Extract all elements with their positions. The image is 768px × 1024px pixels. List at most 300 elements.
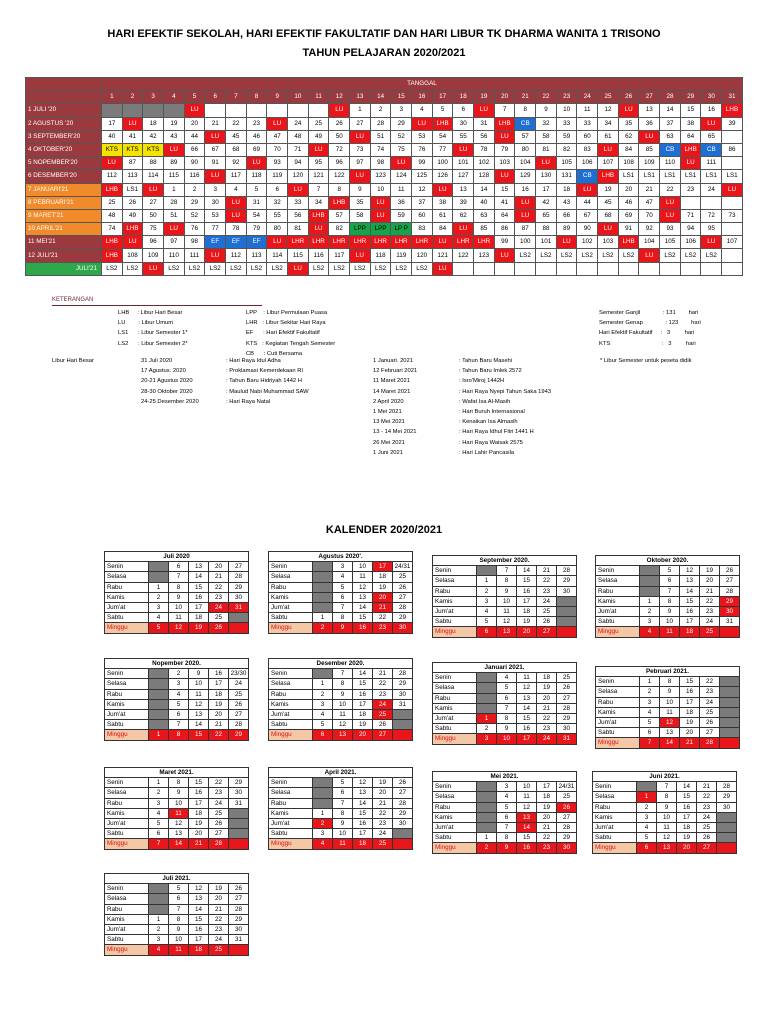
date-cell: 18 (353, 709, 373, 719)
date-cell: 12 (497, 617, 517, 627)
date-cell: 11 (169, 613, 189, 623)
day-cell (308, 104, 329, 117)
day-cell: LS2 (102, 262, 123, 275)
date-cell: 27 (557, 812, 577, 822)
day-name: Sabtu (105, 935, 149, 945)
date-cell: 22 (700, 677, 720, 687)
date-cell (229, 839, 249, 849)
day-cell: 23 (680, 183, 701, 196)
day-cell: 4 (226, 183, 247, 196)
day-cell: LU (515, 196, 536, 209)
date-cell: 11 (169, 945, 189, 955)
date-cell: 17 (373, 562, 393, 572)
day-cell: 120 (288, 170, 309, 183)
day-name: Minggu (593, 843, 637, 853)
month-row (26, 157, 743, 170)
date-cell: 21 (680, 738, 700, 748)
day-cell: 9 (536, 104, 557, 117)
date-cell: 29 (229, 582, 249, 592)
day-cell: 114 (143, 170, 164, 183)
day-cell: LU (536, 157, 557, 170)
date-cell (720, 677, 740, 687)
day-cell: 92 (639, 223, 660, 236)
date-cell: 13 (189, 709, 209, 719)
day-cell: 43 (164, 130, 185, 143)
date-cell: 13 (517, 693, 537, 703)
month-row (26, 262, 743, 275)
date-cell: 8 (169, 914, 189, 924)
day-cell: 95 (701, 223, 722, 236)
day-name: Selasa (105, 788, 149, 798)
date-cell: 18 (680, 707, 700, 717)
day-cell: 115 (288, 249, 309, 262)
date-cell: 21 (537, 822, 557, 832)
day-header: 8 (246, 91, 267, 104)
date-cell: 9 (660, 687, 680, 697)
day-cell: 65 (536, 209, 557, 222)
day-header: 19 (474, 91, 495, 104)
date-cell: 10 (353, 562, 373, 572)
date-cell (313, 582, 333, 592)
day-cell: LU (556, 236, 577, 249)
day-name: Senin (105, 778, 149, 788)
day-cell: 64 (680, 130, 701, 143)
day-name: Rabu (105, 689, 149, 699)
date-cell (720, 687, 740, 697)
date-cell: 5 (497, 683, 517, 693)
day-cell: 68 (226, 143, 247, 156)
day-header: 23 (556, 91, 577, 104)
day-cell: LU (350, 249, 371, 262)
day-cell: 5 (432, 104, 453, 117)
date-cell: 5 (660, 566, 680, 576)
date-cell: 23 (700, 687, 720, 697)
date-cell: 27 (720, 576, 740, 586)
day-cell: LU (288, 183, 309, 196)
date-cell: 29 (717, 792, 737, 802)
date-cell: 12 (189, 699, 209, 709)
day-cell: 10 (370, 183, 391, 196)
day-cell: LS2 (226, 262, 247, 275)
date-cell: 18 (189, 808, 209, 818)
date-cell: 4 (497, 792, 517, 802)
day-name: Kamis (269, 808, 313, 818)
day-cell: 69 (246, 143, 267, 156)
date-cell: 8 (657, 792, 677, 802)
month-calendar (104, 767, 249, 850)
date-cell (557, 606, 577, 616)
date-cell: 24 (209, 935, 229, 945)
day-cell: LU (494, 249, 515, 262)
date-cell: 26 (373, 720, 393, 730)
day-cell: 99 (494, 236, 515, 249)
month-calendar (268, 658, 413, 741)
date-cell: 9 (333, 818, 353, 828)
day-cell: EF (246, 236, 267, 249)
day-cell: 130 (536, 170, 557, 183)
day-cell: 42 (536, 196, 557, 209)
date-cell (149, 689, 169, 699)
day-header: 26 (618, 91, 639, 104)
date-cell: 15 (680, 596, 700, 606)
calendar-title: Juli 2021. (105, 874, 249, 884)
day-name: Sabtu (433, 617, 477, 627)
day-cell: 15 (494, 183, 515, 196)
date-cell: 31 (393, 699, 413, 709)
date-cell: 13 (353, 788, 373, 798)
date-cell: 29 (557, 576, 577, 586)
date-cell: 14 (189, 720, 209, 730)
date-cell: 5 (313, 720, 333, 730)
day-cell: LU (122, 117, 143, 130)
day-cell: 94 (288, 157, 309, 170)
date-cell: 3 (149, 935, 169, 945)
month-calendar (104, 551, 249, 634)
day-cell: LU (143, 183, 164, 196)
date-cell: 30 (393, 689, 413, 699)
date-cell: 5 (333, 778, 353, 788)
date-cell (477, 683, 497, 693)
day-cell: 118 (370, 249, 391, 262)
date-cell: 4 (497, 673, 517, 683)
day-cell: 16 (515, 183, 536, 196)
day-cell: 61 (432, 209, 453, 222)
date-cell: 9 (660, 606, 680, 616)
date-cell: 22 (537, 833, 557, 843)
date-cell: 12 (680, 566, 700, 576)
day-cell: 93 (267, 157, 288, 170)
day-cell: 91 (205, 157, 226, 170)
date-cell: 23 (209, 924, 229, 934)
date-cell: 16 (680, 687, 700, 697)
month-calendar (268, 551, 413, 634)
date-cell: 14 (169, 839, 189, 849)
day-name: Kamis (433, 812, 477, 822)
day-cell: 79 (246, 223, 267, 236)
month-name: 5 NOPEMBER'20 (26, 157, 102, 170)
date-cell: 26 (720, 566, 740, 576)
day-cell: 36 (391, 196, 412, 209)
date-cell: 27 (697, 843, 717, 853)
date-cell: 6 (313, 730, 333, 740)
day-cell: 27 (143, 196, 164, 209)
date-cell: 3 (313, 829, 333, 839)
date-cell (149, 699, 169, 709)
date-cell: 31 (557, 734, 577, 744)
month-row (26, 223, 743, 236)
day-cell: 41 (494, 196, 515, 209)
date-cell: 25 (697, 822, 717, 832)
date-cell: 20 (517, 627, 537, 637)
date-cell: 20 (677, 843, 697, 853)
day-cell: 68 (598, 209, 619, 222)
day-cell: LS2 (370, 262, 391, 275)
date-cell: 8 (497, 713, 517, 723)
date-cell: 10 (660, 697, 680, 707)
date-cell: 27 (557, 693, 577, 703)
day-name: Jum'at (105, 602, 149, 612)
day-name: Jum'at (433, 713, 477, 723)
day-header: 30 (701, 91, 722, 104)
date-cell: 17 (680, 617, 700, 627)
day-cell: 110 (164, 249, 185, 262)
day-cell: 25 (102, 196, 123, 209)
date-cell: 14 (189, 904, 209, 914)
day-cell: CB (701, 143, 722, 156)
day-cell: 2 (370, 104, 391, 117)
date-cell: 24 (537, 596, 557, 606)
day-name: Senin (593, 782, 637, 792)
day-header: 15 (391, 91, 412, 104)
day-cell: 56 (288, 209, 309, 222)
day-cell (164, 104, 185, 117)
date-cell: 23 (697, 802, 717, 812)
date-cell: 20 (209, 709, 229, 719)
day-cell (660, 262, 681, 275)
date-cell: 9 (169, 592, 189, 602)
date-cell: 30 (720, 606, 740, 616)
day-cell: LS2 (536, 249, 557, 262)
day-name: Sabtu (269, 613, 313, 623)
date-cell: 21 (373, 602, 393, 612)
date-cell: 17 (189, 935, 209, 945)
date-cell (640, 566, 660, 576)
day-cell: 73 (350, 143, 371, 156)
day-name: Selasa (269, 679, 313, 689)
date-cell (477, 703, 497, 713)
date-cell: 20 (537, 693, 557, 703)
date-cell: 14 (677, 782, 697, 792)
date-cell: 8 (333, 679, 353, 689)
day-name: Kamis (433, 596, 477, 606)
month-calendar (104, 658, 249, 741)
day-cell: LU (226, 209, 247, 222)
day-cell: 113 (122, 170, 143, 183)
day-cell: LPP (370, 223, 391, 236)
day-name: Minggu (269, 623, 313, 633)
day-cell: 58 (536, 130, 557, 143)
day-cell: LS2 (164, 262, 185, 275)
date-cell: 24/31 (557, 782, 577, 792)
day-cell: 122 (329, 170, 350, 183)
date-cell: 2 (149, 788, 169, 798)
date-cell: 20 (189, 829, 209, 839)
day-cell: 103 (598, 236, 619, 249)
day-cell: 93 (660, 223, 681, 236)
date-cell: 30 (229, 788, 249, 798)
effective-days-grid (25, 77, 742, 276)
day-cell: 53 (412, 130, 433, 143)
day-cell: LU (598, 223, 619, 236)
date-cell: 26 (229, 699, 249, 709)
date-cell: 22 (697, 792, 717, 802)
day-cell: 41 (122, 130, 143, 143)
date-cell (229, 829, 249, 839)
day-header: 22 (536, 91, 557, 104)
day-cell: 70 (639, 209, 660, 222)
date-cell (149, 884, 169, 894)
date-cell: 14 (353, 669, 373, 679)
date-cell: 25 (373, 839, 393, 849)
day-cell: 83 (412, 223, 433, 236)
day-cell (598, 262, 619, 275)
date-cell: 3 (477, 596, 497, 606)
day-cell: 51 (164, 209, 185, 222)
date-cell (149, 709, 169, 719)
date-cell: 3 (149, 602, 169, 612)
date-cell: 3 (149, 798, 169, 808)
date-cell: 27 (537, 627, 557, 637)
day-cell: LS1 (618, 170, 639, 183)
date-cell: 15 (680, 677, 700, 687)
day-cell: 90 (577, 223, 598, 236)
date-cell: 9 (333, 689, 353, 699)
day-cell: 107 (722, 236, 743, 249)
day-cell: 31 (474, 117, 495, 130)
day-cell: 29 (391, 117, 412, 130)
day-cell: 100 (432, 157, 453, 170)
day-cell: KTS (102, 143, 123, 156)
day-cell: 44 (577, 196, 598, 209)
day-cell: 16 (701, 104, 722, 117)
date-cell: 3 (640, 617, 660, 627)
day-cell: 9 (350, 183, 371, 196)
day-cell (494, 262, 515, 275)
date-cell: 9 (497, 724, 517, 734)
date-cell: 19 (517, 617, 537, 627)
day-cell: 119 (267, 170, 288, 183)
date-cell: 21 (209, 904, 229, 914)
day-cell: 116 (308, 249, 329, 262)
day-cell (680, 262, 701, 275)
date-cell (720, 728, 740, 738)
day-cell: LU (618, 104, 639, 117)
date-cell: 3 (313, 699, 333, 709)
date-cell: 13 (660, 728, 680, 738)
day-cell: LHB (329, 196, 350, 209)
day-cell: LS2 (391, 262, 412, 275)
day-cell: 25 (308, 117, 329, 130)
date-cell: 14 (680, 586, 700, 596)
day-cell: 104 (639, 236, 660, 249)
date-cell: 8 (333, 613, 353, 623)
date-cell (640, 576, 660, 586)
day-cell: 96 (143, 236, 164, 249)
day-cell: LHB (722, 104, 743, 117)
date-cell: 8 (333, 808, 353, 818)
day-cell: 84 (432, 223, 453, 236)
legend-left: LHB : Libur Hari Besar LU : Libur Umum LS1 : Libur Semester 1* LS2 : Libur Semester 2* (118, 310, 188, 347)
day-cell: LS1 (660, 170, 681, 183)
date-cell: 18 (209, 689, 229, 699)
date-cell: 4 (333, 572, 353, 582)
day-cell: LU (370, 196, 391, 209)
day-header: 14 (370, 91, 391, 104)
date-cell: 28 (700, 738, 720, 748)
day-cell: 53 (205, 209, 226, 222)
day-cell (536, 262, 557, 275)
day-cell: 122 (453, 249, 474, 262)
month-name: 10 APRIL'21 (26, 223, 102, 236)
day-cell: 57 (515, 130, 536, 143)
date-cell (477, 792, 497, 802)
day-cell: 72 (701, 209, 722, 222)
date-cell: 1 (640, 596, 660, 606)
date-cell (477, 822, 497, 832)
date-cell: 2 (640, 687, 660, 697)
date-cell: 23 (209, 592, 229, 602)
date-cell: 5 (477, 617, 497, 627)
date-cell: 20 (353, 730, 373, 740)
day-cell (722, 223, 743, 236)
date-cell: 2 (149, 592, 169, 602)
day-cell: 112 (102, 170, 123, 183)
date-cell: 29 (393, 613, 413, 623)
day-cell: 99 (412, 157, 433, 170)
date-cell: 28 (557, 566, 577, 576)
day-cell: 111 (701, 157, 722, 170)
date-cell: 5 (497, 802, 517, 812)
day-cell: 46 (246, 130, 267, 143)
day-header: 21 (515, 91, 536, 104)
date-cell: 10 (657, 812, 677, 822)
date-cell: 11 (660, 627, 680, 637)
date-cell: 21 (373, 798, 393, 808)
day-name: Kamis (596, 707, 640, 717)
date-cell: 13 (189, 562, 209, 572)
day-cell: 32 (536, 117, 557, 130)
date-cell: 10 (497, 734, 517, 744)
date-cell: 17 (189, 602, 209, 612)
day-name: Minggu (596, 627, 640, 637)
month-row (26, 104, 743, 117)
day-cell: 44 (184, 130, 205, 143)
day-cell: 97 (164, 236, 185, 249)
page-subtitle: TAHUN PELAJARAN 2020/2021 (302, 47, 466, 59)
day-header: 24 (577, 91, 598, 104)
day-cell: 3 (391, 104, 412, 117)
date-cell: 19 (189, 623, 209, 633)
date-cell (393, 720, 413, 730)
date-cell: 4 (149, 945, 169, 955)
day-name: Kamis (596, 596, 640, 606)
day-cell: LU (102, 157, 123, 170)
day-cell: 118 (246, 170, 267, 183)
day-cell: 67 (205, 143, 226, 156)
day-cell: 123 (370, 170, 391, 183)
day-name: Selasa (269, 572, 313, 582)
date-cell: 1 (640, 677, 660, 687)
day-cell: 30 (453, 117, 474, 130)
date-cell: 23 (537, 586, 557, 596)
day-cell: LHB (680, 143, 701, 156)
date-cell (313, 572, 333, 582)
day-cell: LHR (391, 236, 412, 249)
month-name: 12 JULI'21 (26, 249, 102, 262)
date-cell: 28 (393, 669, 413, 679)
day-cell (288, 104, 309, 117)
grid-corner (26, 78, 102, 91)
day-name: Minggu (269, 730, 313, 740)
day-name: Jum'at (269, 709, 313, 719)
day-name: Jum'at (593, 822, 637, 832)
date-cell: 11 (333, 839, 353, 849)
date-cell: 5 (169, 884, 189, 894)
day-cell: 21 (205, 117, 226, 130)
day-cell: 66 (556, 209, 577, 222)
day-cell (453, 262, 474, 275)
day-cell (267, 104, 288, 117)
